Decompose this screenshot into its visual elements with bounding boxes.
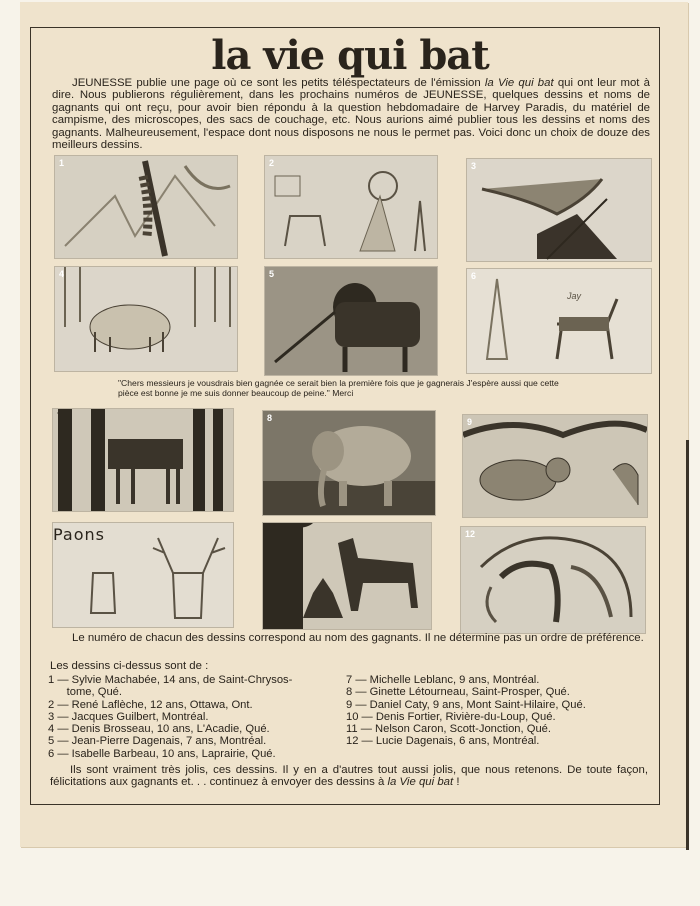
winner-line: 6 — Isabelle Barbeau, 10 ans, Laprairie, Qué. <box>48 747 276 760</box>
drawing-10-deer-heads <box>52 522 234 628</box>
drawing-9-elephants: 9 <box>462 414 648 518</box>
drawing-1-caterpillar: 1 <box>54 155 238 259</box>
drawing-3-bird: 3 <box>466 158 652 262</box>
winner-line: tome, Qué. <box>48 686 122 699</box>
show-name: la Vie qui bat <box>387 776 454 789</box>
outro-paragraph: Ils sont vraiment très jolis, ces dessins. Il y en a d'autres tout aussi jolis, que nous retenons. De toute façon, félicitations aux gagnants et. . . continuez à envoyer des dessins à la Vie qui bat ! <box>50 764 648 789</box>
winner-line: 4 — Denis Brosseau, 10 ans, L'Acadie, Qué. <box>48 723 270 736</box>
winners-heading: Les dessins ci-dessus sont de : <box>50 660 209 672</box>
winner-line: 3 — Jacques Guilbert, Montréal. <box>48 710 209 723</box>
page-title: la vie qui bat <box>211 32 489 79</box>
winner-line: 12 — Lucie Dagenais, 6 ans, Montréal. <box>346 735 540 748</box>
page-edge-shadow <box>686 440 689 850</box>
winners-list-right <box>346 674 646 748</box>
winner-line: 5 — Jean-Pierre Dagenais, 7 ans, Montréal. <box>48 735 267 748</box>
winner-line: 7 — Michelle Leblanc, 9 ans, Montréal. <box>346 674 540 686</box>
drawing-7-deer-forest <box>52 408 234 512</box>
winner-quote: "Chers messieurs je vousdrais bien gagnée ce serait bien la première fois que je gagnerais J'espère aussi que cette pièce est bonne je me suis donner beaucoup de peine." Merci <box>118 378 559 398</box>
drawing-11-deer-silhouette <box>262 522 432 630</box>
winner-line: 11 — Nelson Caron, Scott-Jonction, Qué. <box>346 723 551 736</box>
show-name: la Vie qui bat <box>484 77 554 89</box>
winner-line: 10 — Denis Fortier, Rivière-du-Loup, Qué. <box>346 710 556 723</box>
drawing-2-elephant-giraffe: 2 <box>264 155 438 259</box>
winner-line: 1 — Sylvie Machabée, 14 ans, de Saint-Chrysos- <box>48 674 293 686</box>
intro-paragraph: JEUNESSE publie une page où ce sont les petits téléspectateurs de l'émission la Vie qui bat qui ont leur mot à dire. Nous publierons régulièrement, dans les prochains numéros de JEUNESSE, quelques dessins et noms de gagnants qui ont reçu, pour avoir bien répondu à la question hebdomadaire de Harvey Paradis, du matériel de campisme, des microscopes, des sacs de couchage, etc. Nous aurions aimé publier tous les dessins et noms des gagnants. Malheureusement, l'espace dont nous disposons ne nous le permet pas. Voici donc un choix de douze des meilleurs dessins. <box>52 77 650 152</box>
drawing-5-animal-dark: 5 <box>264 266 438 376</box>
drawing-6-caption: Jay <box>567 291 582 301</box>
winner-line: 8 — Ginette Létourneau, Saint-Prosper, Qué. <box>346 686 570 699</box>
drawing-8-elephant: 8 <box>262 410 436 516</box>
winners-list-left <box>48 674 338 760</box>
drawing-10-caption: Paons <box>53 525 105 544</box>
drawing-12-scribble-animal: 12 <box>460 526 646 634</box>
note-paragraph: Le numéro de chacun des dessins correspond au nom des gagnants. Il ne détermine pas un ordre de préférence. <box>72 632 644 644</box>
winner-line: 9 — Daniel Caty, 9 ans, Mont Saint-Hilaire, Qué. <box>346 698 586 711</box>
winner-line: 2 — René Laflèche, 12 ans, Ottawa, Ont. <box>48 698 253 711</box>
drawing-6-tree-deer: 6 Jay <box>466 268 652 374</box>
drawing-4-elephant-forest: 4 <box>54 266 238 372</box>
